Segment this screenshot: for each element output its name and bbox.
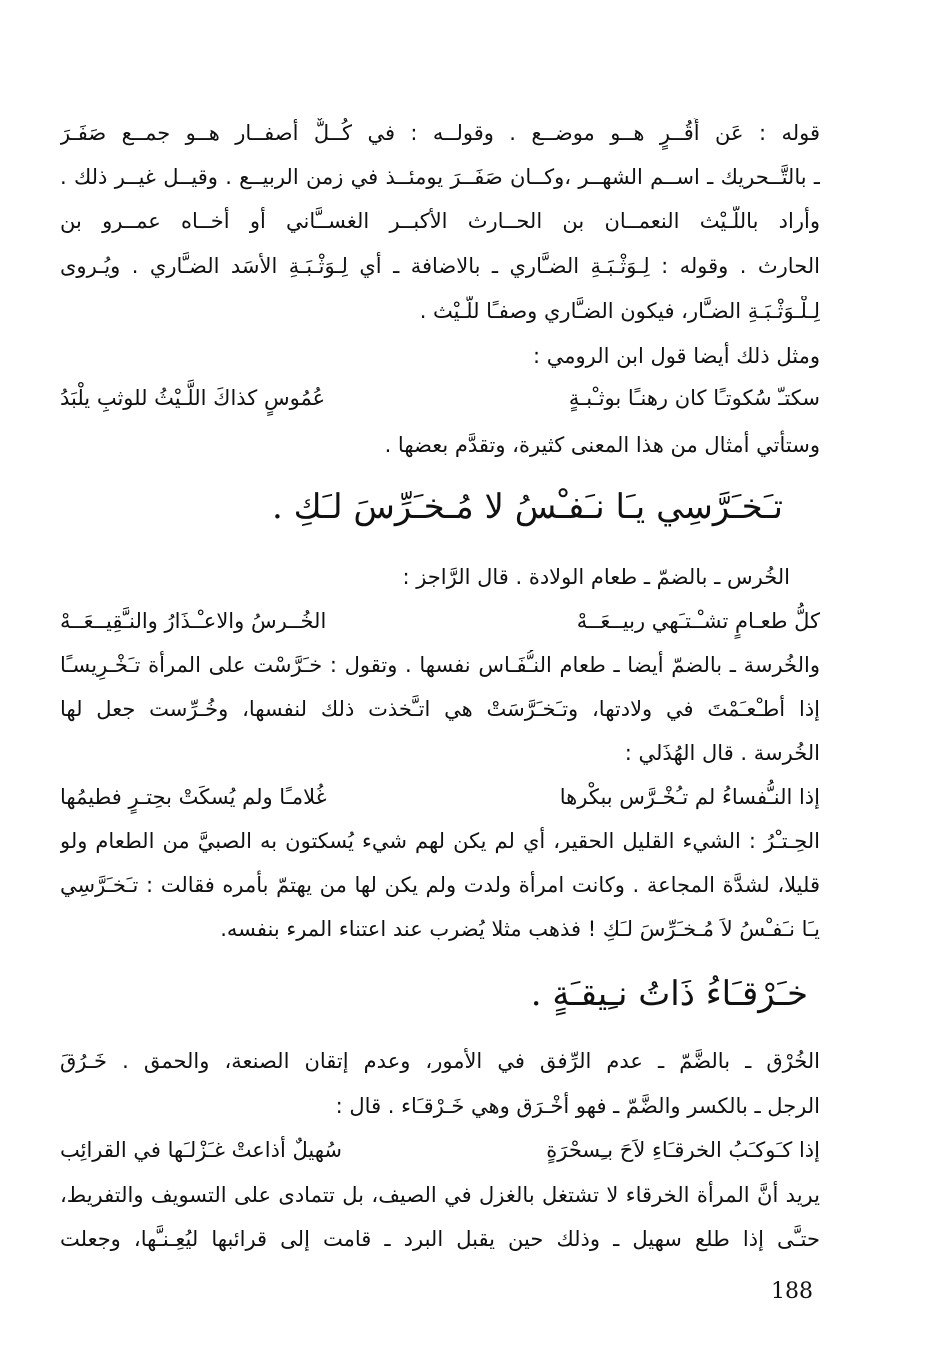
verse-first-hemistich: إذا النـُّفساءُ لم تـُخْـرَّس ببكْرها [559,785,820,809]
verse-second-hemistich: عُمُوسٍ كذاكَ اللَّـيْثُ للوثبِ يلْبَدُ [60,386,326,410]
verse-second-hemistich: غُلامـًا ولم يُسكَتْ بحِتـرٍ فطيمُها [60,785,327,809]
text-line: قوله : عَن أَقُــرٍ هــو موضــع . وقولــه : في كُــلٌّ أصفــار هــو جمــع صَفَـرَ [60,121,820,145]
verse-second-hemistich: سُهيلٌ أذاعتْ غـَزْلـَها في القرائِب [60,1138,343,1162]
text-line: والخُرسة ـ بالضمّ أيضا ـ طعام النـُّفَـاس نفسها . وتقول : خـَرَّسْت على المرأة تـَخْـرِيسـًا [60,653,820,677]
verse-first-hemistich: إذا كـَوكـَبُ الخرقـَاءِ لاَحَ بـِسحْرَةٍ [546,1138,820,1162]
text-line: لِـلْـوَثْـبَـةِ الضـَّار، فيكون الضـَّاري وصفـًا للَّـيْث . [419,299,820,323]
verse-first-hemistich: سكتـّ سُكوتـًا كان رهنـًا بوثـْبـةٍ [568,386,820,410]
proverb-heading: تـَخـَرَّسِي يـَا نـَفـْسُ لا مُـخـَرِّسَ لـَكِ . [272,487,783,527]
text-line: الخُرْق ـ بالضَّمّ ـ عدم الرِّفق في الأمور، وعدم إتقان الصنعة، والحمق . خَـرُقَ [60,1049,820,1073]
page-number: 188 [771,1279,813,1304]
text-line: يريد أنَّ المرأة الخرقاء لا تشتغل بالغزل في الصيف، بل تتمادى على التسويف والتفريط، [60,1183,820,1207]
poetry-verse [60,782,820,814]
text-line: قليلا، لشدَّة المجاعة . وكانت امرأة ولدت ولم يكن لها من يهتمّ بأمره فقالت : تـَخـَرَّسِي [60,873,820,897]
poetry-verse [60,1135,820,1167]
text-line: الخُرس ـ بالضمّ ـ طعام الولادة . قال الرَّاجز : [402,565,790,589]
text-line: الحِـتـْرُ : الشيء القليل الحقير، أي لم يكن لهم شيء يُسكتون به الصبيَّ من الطعام ولو [60,829,820,853]
text-line: يـَا نـَفـْسُ لاَ مُـخـَرِّسَ لـَكِ ! فذهب مثلا يُضرب عند اعتناء المرء بنفسه. [220,917,820,941]
verse-first-hemistich: كلُّ طعـامٍ تشـْـتـَهي ربيــعَــهْ [576,609,820,633]
text-line: إذا أطـْعـَمْتَ في ولادتها، وتـَخـَرَّسَتْ هي اتـَّخذت ذلك لنفسها، وخُـرِّست جعل لها [60,697,820,721]
text-line: الرجل ـ بالكسر والضَّمّ ـ فهو أخْـرَق وهي خَـرْقـَاء . قال : [335,1094,820,1118]
text-line: الحارث . وقوله : لِـوَثْـبَـةِ الضـَّاري ـ بالاضافة ـ أي لِـوَثْـبَـةِ الأسَد الضـَّاري . ويُـروى [60,254,820,278]
text-line: وستأتي أمثال من هذا المعنى كثيرة، وتقدَّم بعضها . [384,433,820,457]
text-line: وأراد باللَّـيْث النعمــان بن الحــارث الأكبــر الغســَّاني أو أخــاه عمــرو بن [60,209,820,233]
proverb-heading: خـَرْقـَاءُ ذَاتُ نـِيقـَةٍ . [530,974,808,1014]
text-line: ـ بالتَّــحريك ـ اســم الشهــر ،وكــان صَفَــرَ يومئــذ في زمن الربيــع . وقيــل غيــر ذلك . [60,165,820,189]
text-line: حتـَّى إذا طلع سهيل ـ وذلك حين يقبل البرد ـ قامت إلى قرائبها ليُعِـنـَّها، وجعلت [60,1227,820,1251]
text-line: الخُرسة . قال الهُذَلي : [624,741,820,765]
poetry-verse [60,606,820,638]
verse-second-hemistich: الخُــرسُ والاعـْـذَارُ والنـَّقِيــعَــهْ [60,609,327,633]
poetry-verse [60,383,820,415]
verse-intro: ومثل ذلك أيضا قول ابن الرومي : [532,344,820,368]
